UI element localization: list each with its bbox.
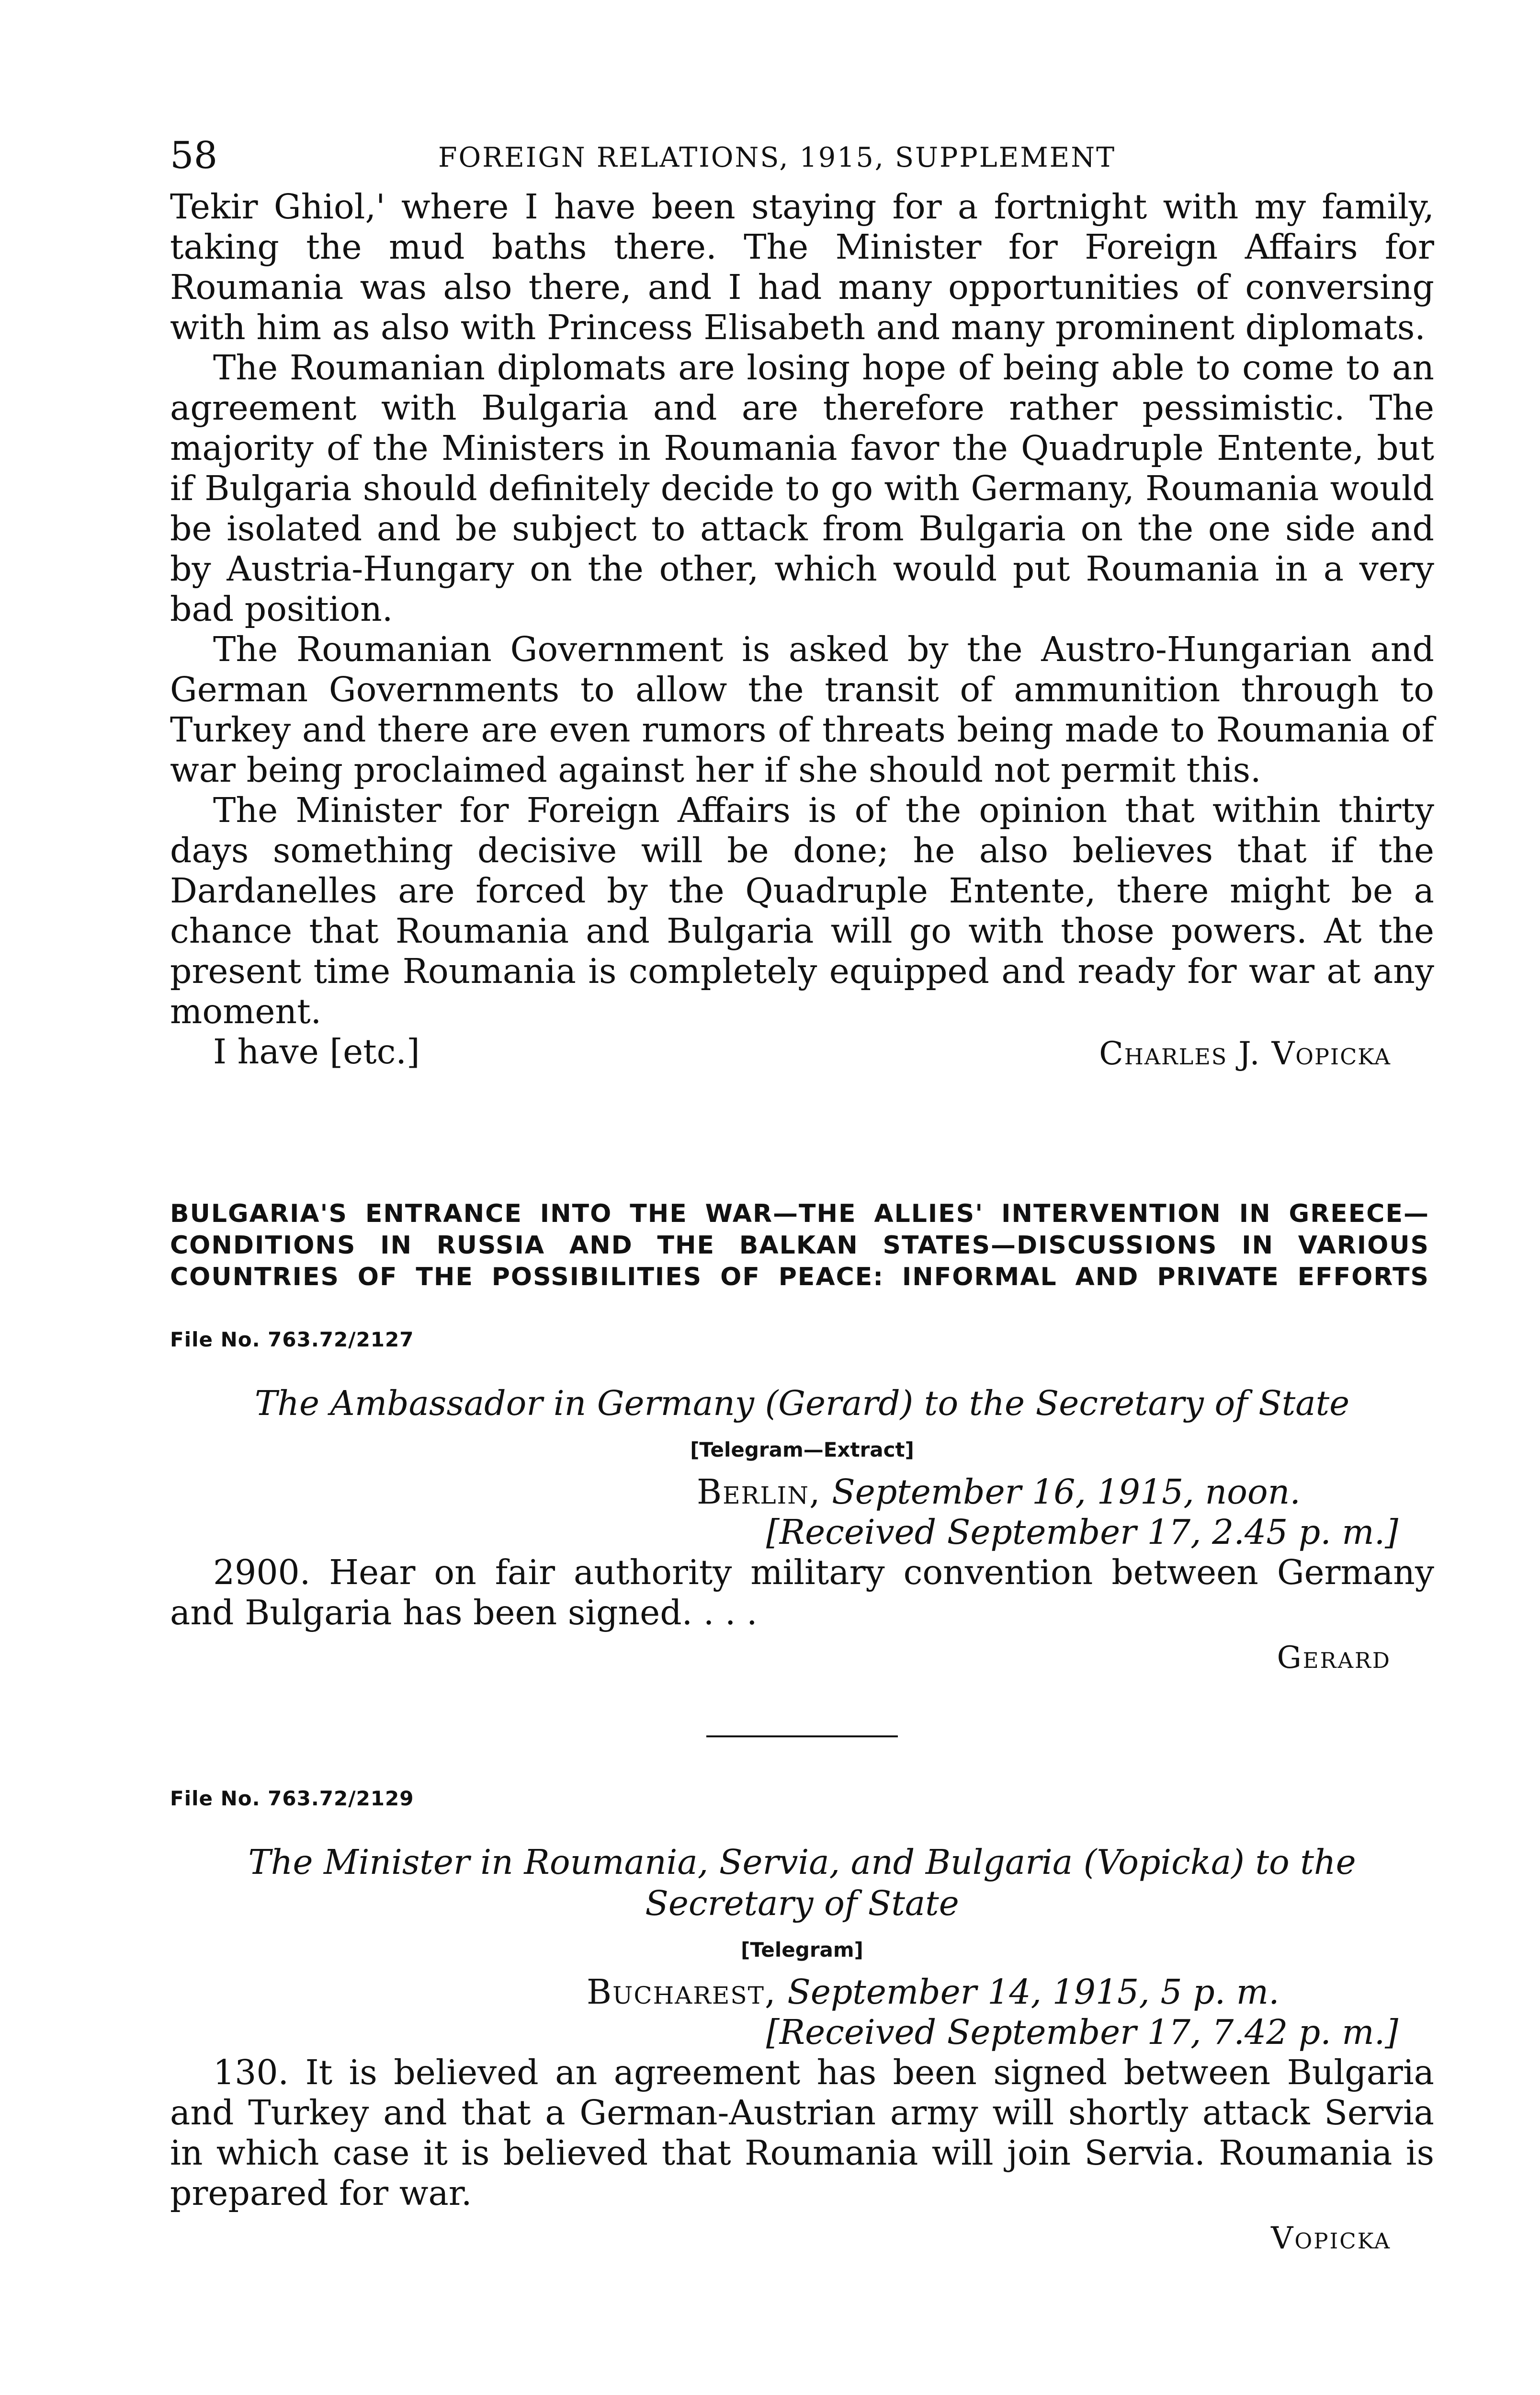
letter-paragraph: The Roumanian Government is asked by the Austro-Hungarian and German Governments to allow the transit of ammunition through to Turkey and there are even rumors of threats being made to Roumania of war being proclaimed against her if she should not permit this. bbox=[170, 629, 1434, 790]
dateline-date: September 14, 1915, 5 p. m. bbox=[787, 1972, 1280, 2012]
telegram-signature: Vopicka bbox=[1271, 2221, 1391, 2256]
document-title: The Minister in Roumania, Servia, and Bulgaria (Vopicka) to the Secretary of State bbox=[248, 1842, 1356, 1923]
running-title: FOREIGN RELATIONS, 1915, SUPPLEMENT bbox=[438, 142, 1116, 173]
letter-paragraph: The Minister for Foreign Affairs is of the opinion that within thirty days something decisive will be done; he also believes that if the Dardanelles are forced by the Quadruple Entente, there might be a chance that Roumania and Bulgaria will go with those powers. At the present time Roumania is completely equipped and ready for war at any moment. bbox=[170, 790, 1434, 1031]
letter-signature-line bbox=[170, 1032, 1434, 1076]
file-number: File No. 763.72/2129 bbox=[170, 1787, 414, 1810]
dateline-place: Berlin, bbox=[697, 1472, 821, 1512]
dateline-place: Bucharest, bbox=[587, 1972, 777, 2012]
document-page bbox=[170, 134, 1434, 2258]
telegram-signature: Gerard bbox=[1277, 1640, 1391, 1676]
file-number: File No. 763.72/2127 bbox=[170, 1328, 414, 1351]
document-type-note: [Telegram—Extract] bbox=[690, 1438, 914, 1461]
letter-paragraph: Tekir Ghiol,' where I have been staying for a fortnight with my family, taking the mud baths there. The Minister for Foreign Affairs for Roumania was also there, and I had many opportunities of conversing with him as also with Princess Elisabeth and many prominent diplomats. bbox=[170, 187, 1434, 347]
received-line bbox=[170, 1512, 1434, 1552]
document-type-note: [Telegram] bbox=[741, 1938, 863, 1962]
letter-paragraph: The Roumanian diplomats are losing hope of being able to come to an agreement with Bulgaria and are therefore rather pessimistic. The majority of the Ministers in Roumania favor the Quadruple Entente, but if Bulgaria should definitely decide to go with Germany, Roumania would be isolated and be subject to attack from Bulgaria on the one side and by Austria-Hungary on the other, which would put Roumania in a very bad position. bbox=[170, 348, 1434, 629]
separator-rule bbox=[706, 1735, 898, 1737]
document-title: The Ambassador in Germany (Gerard) to the Secretary of State bbox=[254, 1383, 1350, 1423]
letter-signer: Charles J. Vopicka bbox=[1099, 1035, 1391, 1072]
telegram-paragraph: 130. It is believed an agreement has been signed between Bulgaria and Turkey and that a German-Austrian army will shortly attack Servia in which case it is believed that Roumania will join Servia. Roumania is prepared for war. bbox=[170, 2053, 1434, 2213]
running-header bbox=[170, 134, 1434, 187]
telegram-paragraph: 2900. Hear on fair authority military convention between Germany and Bulgaria has been signed. . . . bbox=[170, 1552, 1434, 1632]
dateline bbox=[170, 1972, 1434, 2012]
received-text: [Received September 17, 2.45 p. m.] bbox=[766, 1512, 1398, 1552]
received-text: [Received September 17, 7.42 p. m.] bbox=[766, 2012, 1398, 2052]
letter-closing: I have [etc.] bbox=[213, 1032, 420, 1072]
received-line bbox=[170, 2012, 1434, 2053]
page-number: 58 bbox=[170, 134, 218, 177]
dateline-date: September 16, 1915, noon. bbox=[832, 1472, 1301, 1512]
letter-body bbox=[170, 187, 1434, 1032]
section-heading: BULGARIA'S ENTRANCE INTO THE WAR—THE ALLIES' INTERVENTION IN GREECE—CONDITIONS IN RUSSIA AND THE BALKAN STATES—DISCUSSIONS IN VARIOUS COUNTRIES OF THE POSSIBILITIES OF PEACE: INFORMAL AND PRIVATE EFFORTS bbox=[170, 1199, 1429, 1291]
dateline bbox=[170, 1472, 1434, 1512]
telegram-body bbox=[170, 1552, 1434, 1633]
telegram-body bbox=[170, 2053, 1434, 2213]
